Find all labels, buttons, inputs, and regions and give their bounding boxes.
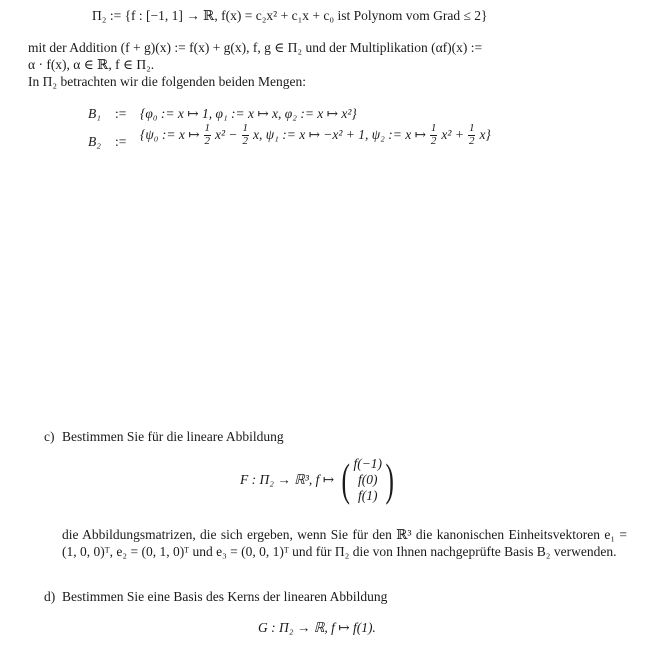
vector-entry-1: f(−1) <box>353 456 383 471</box>
set-b2-definition <box>140 123 491 147</box>
b2-term-3: x² + <box>441 126 464 142</box>
vector-entries <box>353 456 382 505</box>
set-b1-definition: {φ₀ := x ↦ 1, φ₁ := x ↦ x, φ₂ := x ↦ x²} <box>140 106 357 121</box>
column-vector <box>338 456 397 505</box>
b2-term-1: x² − <box>215 126 238 142</box>
b2-term-2: x, ψ₁ := x ↦ −x² + 1, ψ₂ := x ↦ <box>253 126 426 142</box>
set-b1-label: B₁ <box>88 106 101 121</box>
part-c-label: c) <box>44 429 55 444</box>
b2-open: {ψ₀ := x ↦ <box>140 126 200 142</box>
left-paren: ( <box>341 454 351 506</box>
part-c-paragraph: die Abbildungsmatrizen, die sich ergeben, wenn Sie für den ℝ³ die kanonischen Einheitsvektoren e₁ = (1, 0, 0)ᵀ, e₂ = (0, 1, 0)ᵀ und e₃ = (0, 0, 1)ᵀ und für Π₂ die von Ihnen nachgeprüfte Basis B₂ verwenden. <box>62 527 627 560</box>
b2-term-4: x} <box>479 126 491 142</box>
set-b2-label: B₂ <box>88 134 101 149</box>
fraction-half-3: $\frac{1}{2}$ <box>430 122 437 147</box>
map-f-display <box>240 456 397 505</box>
set-b1-assign: := <box>115 106 127 121</box>
polynomial-space-definition: Π₂ := {f : [−1, 1] → ℝ, f(x) = c₂x² + c₁x + c₀ ist Polynom vom Grad ≤ 2} <box>92 8 488 23</box>
vector-entry-3: f(1) <box>358 488 378 504</box>
fraction-half-2: $\frac{1}{2}$ <box>242 122 249 147</box>
vector-entry-2: f(0) <box>358 472 378 488</box>
right-paren: ) <box>385 454 394 506</box>
fraction-half-4: $\frac{1}{2}$ <box>468 122 475 147</box>
operations-line-2: α · f(x), α ∈ ℝ, f ∈ Π₂. <box>28 57 155 72</box>
sets-intro: In Π₂ betrachten wir die folgenden beiden Mengen: <box>28 74 306 89</box>
fraction-half-1: $\frac{1}{2}$ <box>204 122 211 147</box>
part-c-question: Bestimmen Sie für die lineare Abbildung <box>62 429 284 444</box>
part-d-label: d) <box>44 589 56 604</box>
set-b2-assign: := <box>115 134 127 149</box>
part-d-question: Bestimmen Sie eine Basis des Kerns der linearen Abbildung <box>62 589 388 604</box>
operations-line-1: mit der Addition (f + g)(x) := f(x) + g(x), f, g ∈ Π₂ und der Multiplikation (αf)(x) := <box>28 40 483 55</box>
map-g: G : Π₂ → ℝ, f ↦ f(1). <box>258 620 376 635</box>
map-f: F : Π₂ → ℝ³, f ↦ <box>240 472 335 488</box>
